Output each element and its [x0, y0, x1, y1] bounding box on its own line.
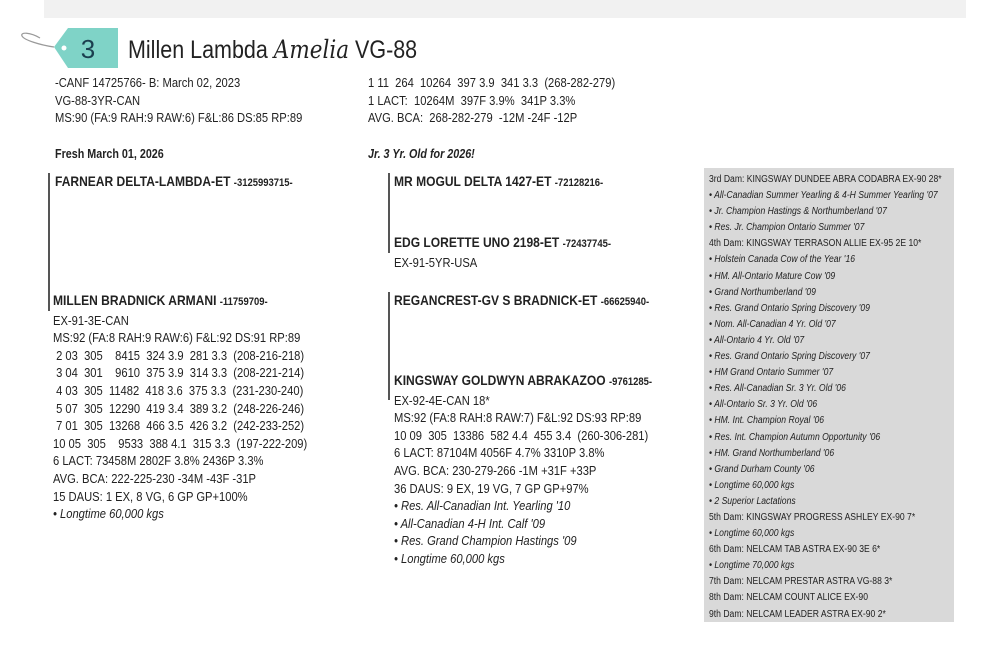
granddam-name: KINGSWAY GOLDWYN ABRAKAZOO: [394, 372, 606, 388]
dam-summary: 15 DAUS: 1 EX, 8 VG, 6 GP GP+100%: [53, 488, 248, 504]
sidebar-honor: • Grand Durham County '06: [709, 463, 815, 475]
sire-sire-reg: -72128216-: [554, 177, 604, 189]
granddam-name-line: [394, 372, 652, 392]
sire-sire-name: MR MOGUL DELTA 1427-ET: [394, 173, 552, 189]
granddam-reg: -9761285-: [608, 376, 653, 388]
record-line: 1 11 264 10264 397 3.9 341 3.3 (268-282-279): [368, 75, 616, 90]
dam-block: [53, 292, 307, 523]
sire-sire-bar: [388, 173, 390, 253]
sidebar-honor: • HM. All-Ontario Mature Cow '09: [709, 270, 836, 282]
sidebar-honor: • Res. Jr. Champion Ontario Summer '07: [709, 222, 865, 234]
info-line: MS:90 (FA:9 RAH:9 RAW:6) F&L:86 DS:85 RP:89: [55, 110, 303, 126]
fresh-date: Fresh March 01, 2026: [55, 147, 164, 161]
granddam-block: [394, 372, 652, 568]
granddam-honor: • Res. All-Canadian Int. Yearling '10: [394, 498, 571, 514]
dam-sire-name-line: [394, 292, 649, 312]
sire-name: FARNEAR DELTA-LAMBDA-ET: [55, 173, 231, 189]
info-line: VG-88-3YR-CAN: [55, 92, 141, 108]
sidebar-honor: • Res. Grand Ontario Spring Discovery '07: [709, 351, 870, 363]
dam-record: 3 04 301 9610 375 3.9 314 3.3 (208-221-214): [53, 365, 305, 381]
cow-note: Jr. 3 Yr. Old for 2026!: [368, 147, 475, 161]
sidebar-dam-line: 7th Dam: NELCAM PRESTAR ASTRA VG-88 3*: [709, 576, 893, 588]
sidebar-honor: • Longtime 70,000 kgs: [709, 560, 795, 572]
sidebar-honor: • Res. Int. Champion Autumn Opportunity '06: [709, 431, 881, 443]
sidebar-honor: • Longtime 60,000 kgs: [709, 528, 795, 540]
sidebar-honor: • HM Grand Ontario Summer '07: [709, 367, 834, 379]
record-line: AVG. BCA: 268-282-279 -12M -24F -12P: [368, 110, 578, 126]
sidebar-honor: • HM. Grand Northumberland '06: [709, 447, 835, 459]
dam-sire-bar: [388, 292, 390, 400]
lot-tag-icon: [18, 20, 128, 76]
page-title: [128, 30, 417, 70]
sidebar-honor: • Grand Northumberland '09: [709, 286, 816, 298]
dam-name-line: [53, 292, 307, 312]
sidebar-honor: • Res. Grand Ontario Spring Discovery '09: [709, 302, 870, 314]
granddam-line: 6 LACT: 87104M 4056F 4.7% 3310P 3.8%: [394, 445, 605, 461]
sidebar-honor: • 2 Superior Lactations: [709, 495, 796, 507]
dam-summary: AVG. BCA: 222-225-230 -34M -43F -31P: [53, 470, 257, 486]
lot-number: 3: [80, 34, 96, 64]
granddam-line: AVG. BCA: 230-279-266 -1M +31F +33P: [394, 462, 597, 478]
sidebar-honor: • All-Ontario 4 Yr. Old '07: [709, 334, 805, 346]
sidebar-honor: • HM. Int. Champion Royal '06: [709, 415, 825, 427]
cow-record: [368, 74, 615, 127]
granddam-line: MS:92 (FA:8 RAH:8 RAW:7) F&L:92 DS:93 RP:89: [394, 410, 642, 426]
dam-sire-reg: -66625940-: [600, 296, 650, 308]
sire-reg: -3125993715-: [233, 177, 293, 189]
sire-dam-reg: -72437745-: [562, 238, 612, 250]
sidebar-dam-line: 3rd Dam: KINGSWAY DUNDEE ABRA CODABRA EX-90 28*: [709, 174, 942, 185]
dam-record: 10 05 305 9533 388 4.1 315 3.3 (197-222-209): [53, 435, 308, 451]
sidebar-list: [709, 172, 942, 623]
sidebar-dam-line: 8th Dam: NELCAM COUNT ALICE EX-90: [709, 592, 868, 604]
dam-sire-name: REGANCREST-GV S BRADNICK-ET: [394, 292, 598, 308]
title-nickname: Amelia: [273, 35, 350, 64]
sire-sire-name-line: [394, 173, 603, 193]
sidebar-honor: • All-Canadian Summer Yearling & 4-H Summer Yearling '07: [709, 190, 938, 202]
sidebar-honor: • All-Ontario Sr. 3 Yr. Old '06: [709, 399, 818, 411]
sidebar-dam-line: 4th Dam: KINGSWAY TERRASON ALLIE EX-95 2E 10*: [709, 238, 922, 250]
top-bar: [44, 0, 966, 18]
dam-line: EX-91-3E-CAN: [53, 312, 129, 328]
sire-dam-class: EX-91-5YR-USA: [394, 254, 478, 270]
title-classification: VG-88: [354, 36, 418, 64]
dam-line: MS:92 (FA:8 RAH:9 RAW:6) F&L:92 DS:91 RP:89: [53, 330, 301, 346]
sire-dam-name: EDG LORETTE UNO 2198-ET: [394, 234, 560, 250]
dam-summary: 6 LACT: 73458M 2802F 3.8% 2436P 3.3%: [53, 453, 264, 469]
dam-record: 4 03 305 11482 418 3.6 375 3.3 (231-230-240): [53, 382, 304, 398]
dam-record: 2 03 305 8415 324 3.9 281 3.3 (208-216-218): [53, 347, 305, 363]
sidebar-dam-line: 5th Dam: KINGSWAY PROGRESS ASHLEY EX-90 7*: [709, 511, 916, 523]
granddam-line: 36 DAUS: 9 EX, 19 VG, 7 GP GP+97%: [394, 480, 589, 496]
info-line: -CANF 14725766- B: March 02, 2023: [55, 75, 241, 90]
sire-name-line: [55, 173, 293, 193]
dam-honor: • Longtime 60,000 kgs: [53, 506, 164, 522]
dam-record: 7 01 305 13268 466 3.5 426 3.2 (242-233-252): [53, 418, 305, 434]
sidebar-honor: • Jr. Champion Hastings & Northumberland '07: [709, 206, 887, 218]
sire-dam: [394, 234, 611, 271]
dam-reg: -11759709-: [219, 296, 268, 308]
sidebar-dam-line: 6th Dam: NELCAM TAB ASTRA EX-90 3E 6*: [709, 544, 881, 556]
granddam-honor: • Longtime 60,000 kgs: [394, 550, 505, 566]
granddam-honor: • Res. Grand Champion Hastings '09: [394, 533, 577, 549]
sidebar-honor: • Longtime 60,000 kgs: [709, 479, 795, 491]
sire-bar: [48, 173, 50, 311]
record-line: 1 LACT: 10264M 397F 3.9% 341P 3.3%: [368, 92, 576, 108]
sidebar-honor: • Res. All-Canadian Sr. 3 Yr. Old '06: [709, 383, 846, 395]
granddam-line: 10 09 305 13386 582 4.4 455 3.4 (260-306-281): [394, 427, 649, 443]
sidebar-honor: • Holstein Canada Cow of the Year '16: [709, 254, 856, 266]
dam-record: 5 07 305 12290 419 3.4 389 3.2 (248-226-246): [53, 400, 305, 416]
granddam-honor: • All-Canadian 4-H Int. Calf '09: [394, 515, 546, 531]
cow-info: [55, 74, 302, 127]
title-name: Millen Lambda: [128, 36, 268, 64]
sidebar-honor: • Nom. All-Canadian 4 Yr. Old '07: [709, 318, 836, 330]
dam-name: MILLEN BRADNICK ARMANI: [53, 292, 217, 308]
granddam-line: EX-92-4E-CAN 18*: [394, 392, 490, 408]
sidebar-dam-line: 9th Dam: NELCAM LEADER ASTRA EX-90 2*: [709, 608, 886, 620]
sire-dam-name-line: [394, 234, 611, 254]
pedigree-sidebar: [704, 168, 954, 622]
